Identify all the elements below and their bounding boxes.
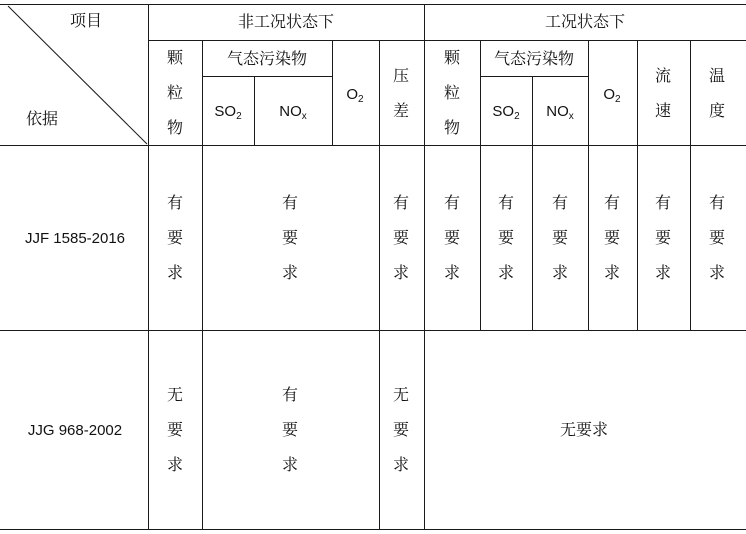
nw-o2-header: $O_2$ (346, 86, 364, 105)
row1-w-so2: 有要求 (497, 193, 514, 282)
corner-item-label: 项目 (70, 11, 103, 30)
row1-nw-pressure: 有要求 (392, 193, 409, 282)
rule-row1-bottom (0, 330, 746, 331)
w-gas-pollutants-header: 气态污染物 (493, 49, 575, 68)
w-so2-header: $SO_2$ (492, 103, 520, 122)
row1-w-o2: 有要求 (603, 193, 620, 282)
row2-basis: JJG 968-2002 (27, 422, 123, 439)
rule-v-w-o2 (637, 40, 638, 331)
row1-w-particulate: 有要求 (443, 193, 460, 282)
row1-w-temp: 有要求 (708, 193, 725, 282)
rule-v-nw-o2 (379, 40, 380, 530)
row2-nw-pressure: 无要求 (392, 385, 409, 474)
nw-particulate-header: 颗粒物 (166, 48, 183, 137)
rule-v-nw-nox (332, 40, 333, 146)
row2-nw-particulate: 无要求 (166, 385, 183, 474)
group-non-working-header: 非工况状态下 (237, 12, 335, 31)
row1-w-nox: 有要求 (551, 193, 568, 282)
nw-so2-header: $SO_2$ (214, 103, 242, 122)
row1-nw-gas: 有要求 (281, 193, 298, 282)
rule-v-nw-so2 (254, 76, 255, 146)
w-flow-rate-header: 流速 (654, 66, 671, 120)
rule-v-w-nox (588, 40, 589, 331)
rule-gas-header (203, 76, 332, 77)
nw-pressure-diff-header: 压差 (392, 66, 409, 120)
row1-basis: JJF 1585-2016 (24, 230, 126, 247)
rule-v-group (424, 4, 425, 530)
nw-nox-header: $NO_x$ (279, 103, 307, 122)
rule-v-w-flow (690, 40, 691, 331)
rule-gas-header-w (480, 76, 588, 77)
rule-v-w-so2 (532, 76, 533, 331)
row2-working-all: 无要求 (559, 420, 609, 439)
nw-gas-pollutants-header: 气态污染物 (226, 49, 308, 68)
w-o2-header: $O_2$ (603, 86, 621, 105)
w-particulate-header: 颗粒物 (443, 48, 460, 137)
rule-v-w-particulate (480, 40, 481, 331)
w-temperature-header: 温度 (708, 66, 725, 120)
row2-nw-gas: 有要求 (281, 385, 298, 474)
w-nox-header: $NO_x$ (546, 103, 574, 122)
corner-basis-label: 依据 (26, 109, 59, 128)
row1-w-flow: 有要求 (654, 193, 671, 282)
rule-v-nw-particulate (202, 40, 203, 530)
row1-nw-particulate: 有要求 (166, 193, 183, 282)
group-working-header: 工况状态下 (544, 12, 626, 31)
rule-bottom (0, 529, 746, 530)
